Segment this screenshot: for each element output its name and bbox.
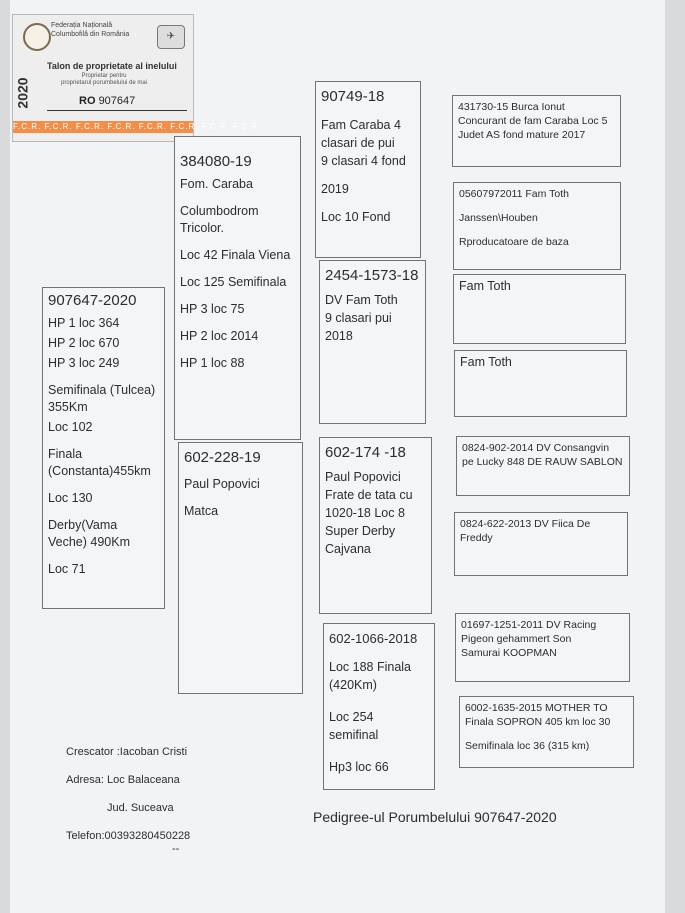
federation-logo-icon <box>23 23 51 51</box>
pedigree-box-gen4-1: 431730-15 Burca Ionut Concurant de fam Caraba Loc 5 Judet AS fond mature 2017 <box>452 95 621 167</box>
pedigree-box-gen3-4: 602-1066-2018 Loc 188 Finala (420Km) Loc 254 semifinal Hp3 loc 66 <box>323 623 435 790</box>
ring-ownership-sticker <box>12 14 262 142</box>
breeder-name: Crescator :Iacoban Cristi <box>66 746 188 758</box>
pigeon-logo-icon: ✈ <box>157 25 185 49</box>
pedigree-box-gen3-1: 90749-18 Fam Caraba 4 clasari de pui 9 clasari 4 fond 2019 Loc 10 Fond <box>315 81 421 258</box>
sticker-title: Talon de proprietate al inelului <box>47 61 177 71</box>
ring-id: 907647-2020 <box>48 292 137 309</box>
ring-id: 602-174 -18 <box>325 444 406 461</box>
pedigree-box-dam: 602-228-19 Paul Popovici Matca <box>178 442 303 694</box>
pedigree-box-gen3-2: 2454-1573-18 DV Fam Toth 9 clasari pui 2018 <box>319 260 426 424</box>
federation-name: Federația Națională Columbofilă din România <box>51 22 130 38</box>
ring-id: 90749-18 <box>321 88 385 105</box>
pedigree-box-gen4-7: 01697-1251-2011 DV Racing Pigeon gehammert Son Samurai KOOPMAN <box>455 613 630 682</box>
ring-id: 2454-1573-18 <box>325 267 419 284</box>
pedigree-box-subject: 907647-2020 HP 1 loc 364 HP 2 loc 670 HP 3 loc 249 Semifinala (Tulcea) 355Km Loc 102 Finala (Constanta)455km Loc 130 Derby(Vama Veche) 490Km Loc 71 <box>42 287 165 609</box>
sticker-band: F.C.R. F.C.R. F.C.R. F.C.R. F.C.R. F.C.R. F.C.R. F.C.R. <box>13 122 262 131</box>
ring-id: 384080-19 <box>180 153 252 170</box>
sticker-divider <box>47 110 187 111</box>
pedigree-box-gen4-6: 0824-622-2013 DV Fiica De Freddy <box>454 512 628 576</box>
pedigree-title: Pedigree-ul Porumbelului 907647-2020 <box>313 809 557 825</box>
sticker-subtitle: Proprietar pentru proprietarul porumbelului de mai <box>61 73 148 86</box>
ring-id: 602-1066-2018 <box>329 631 418 646</box>
pedigree-box-sire: 384080-19 Fom. Caraba Columbodrom Tricolor. Loc 42 Finala Viena Loc 125 Semifinala HP 3 loc 75 HP 2 loc 2014 HP 1 loc 88 <box>174 136 301 440</box>
breeder-phone: Telefon:00393280450228 <box>66 830 191 842</box>
pedigree-box-gen4-5: 0824-902-2014 DV Consangvin pe Lucky 848 DE RAUW SABLON <box>456 436 630 496</box>
pedigree-box-gen4-3: Fam Toth <box>453 274 626 344</box>
pedigree-box-gen4-4: Fam Toth <box>454 350 627 417</box>
breeder-mark: -- <box>172 843 180 855</box>
ring-id: 602-228-19 <box>184 449 261 466</box>
sticker-year: 2020 <box>14 77 31 109</box>
sticker-ring-number: RO 907647 <box>79 95 136 107</box>
breeder-address: Adresa: Loc Balaceana <box>66 774 180 786</box>
pedigree-box-gen3-3: 602-174 -18 Paul Popovici Frate de tata cu 1020-18 Loc 8 Super Derby Cajvana <box>319 437 432 614</box>
pedigree-box-gen4-8: 6002-1635-2015 MOTHER TO Finala SOPRON 405 km loc 30 Semifinala loc 36 (315 km) <box>459 696 634 768</box>
breeder-county: Jud. Suceava <box>107 802 174 814</box>
pedigree-box-gen4-2: 05607972011 Fam Toth Janssen\Houben Rproducatoare de baza <box>453 182 621 270</box>
